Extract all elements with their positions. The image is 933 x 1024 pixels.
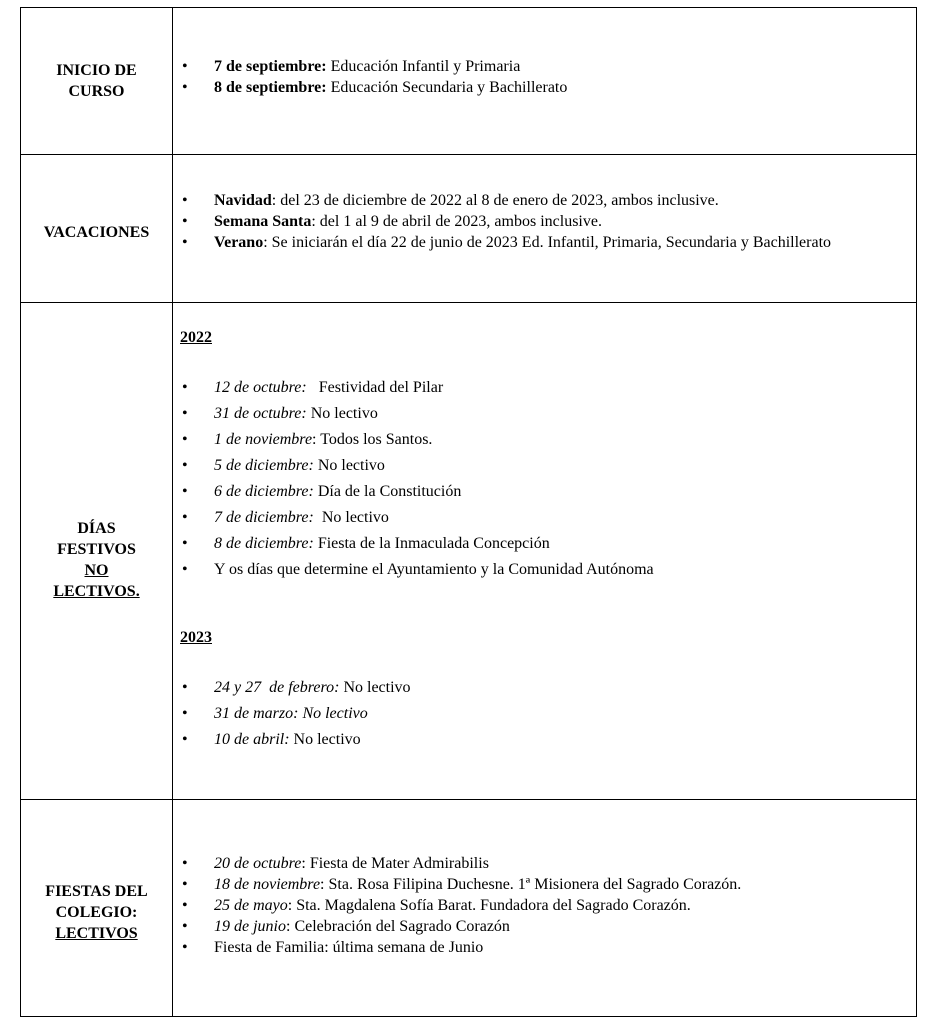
- list-item: • 12 de octubre: Festividad del Pilar: [180, 375, 908, 401]
- list-festivos-2022: [180, 375, 908, 583]
- label-line: INICIO DE: [56, 62, 137, 79]
- content-dias-festivos: [173, 303, 917, 800]
- spacer: [180, 649, 908, 675]
- list-item: • 6 de diciembre: Día de la Constitución: [180, 479, 908, 505]
- list-vacaciones: [180, 190, 908, 253]
- list-item: • 1 de noviembre: Todos los Santos.: [180, 427, 908, 453]
- content-inicio-de-curso: [173, 8, 917, 155]
- label-line: FIESTAS DEL: [45, 882, 148, 900]
- list-item: • 7 de diciembre: No lectivo: [180, 505, 908, 531]
- spacer: [180, 583, 908, 627]
- spacer: [180, 349, 908, 375]
- school-calendar-table: [20, 7, 917, 1017]
- list-item: • 19 de junio: Celebración del Sagrado Corazón: [180, 916, 908, 937]
- label-line: FESTIVOS: [57, 541, 136, 558]
- label-line: COLEGIO:: [55, 903, 138, 921]
- list-item: • 20 de octubre: Fiesta de Mater Admirabilis: [180, 853, 908, 874]
- list-item: • 24 y 27 de febrero: No lectivo: [180, 675, 908, 701]
- label-line: LECTIVOS.: [53, 583, 140, 600]
- list-item: • 7 de septiembre: Educación Infantil y Primaria: [180, 56, 908, 77]
- list-item: • 25 de mayo: Sta. Magdalena Sofía Barat. Fundadora del Sagrado Corazón.: [180, 895, 908, 916]
- row-vacaciones: [21, 155, 917, 303]
- row-fiestas-colegio: [21, 800, 917, 1017]
- list-item: • Y os días que determine el Ayuntamiento y la Comunidad Autónoma: [180, 557, 908, 583]
- list-item: • 8 de septiembre: Educación Secundaria y Bachillerato: [180, 77, 908, 98]
- year-heading: 2022: [180, 329, 212, 346]
- list-item: • Fiesta de Familia: última semana de Junio: [180, 937, 908, 958]
- row-inicio-de-curso: [21, 8, 917, 155]
- list-item: • 10 de abril: No lectivo: [180, 727, 908, 753]
- list-festivos-2023: [180, 675, 908, 753]
- list-item: • 5 de diciembre: No lectivo: [180, 453, 908, 479]
- list-item: • 18 de noviembre: Sta. Rosa Filipina Duchesne. 1ª Misionera del Sagrado Corazón.: [180, 874, 908, 895]
- year-heading: 2023: [180, 629, 212, 646]
- list-item: • Semana Santa: del 1 al 9 de abril de 2023, ambos inclusive.: [180, 211, 908, 232]
- list-item: • 31 de octubre: No lectivo: [180, 401, 908, 427]
- label-fiestas-colegio: [21, 800, 173, 1017]
- label-line: DÍAS: [77, 520, 116, 537]
- list-item: • Verano: Se iniciarán el día 22 de junio de 2023 Ed. Infantil, Primaria, Secundaria y Bachillerato: [180, 232, 908, 253]
- row-dias-festivos: [21, 303, 917, 800]
- content-vacaciones: [173, 155, 917, 303]
- label-line: VACACIONES: [43, 224, 150, 241]
- label-line: NO: [84, 562, 109, 579]
- list-item: • Navidad: del 23 de diciembre de 2022 al 8 de enero de 2023, ambos inclusive.: [180, 190, 908, 211]
- label-line: LECTIVOS: [55, 924, 138, 942]
- content-fiestas-colegio: [173, 800, 917, 1017]
- label-inicio-de-curso: [21, 8, 173, 155]
- label-line: CURSO: [68, 83, 125, 100]
- list-item: • 31 de marzo: No lectivo: [180, 701, 908, 727]
- label-dias-festivos: [21, 303, 173, 800]
- label-vacaciones: [21, 155, 173, 303]
- list-item: • 8 de diciembre: Fiesta de la Inmaculada Concepción: [180, 531, 908, 557]
- list-inicio: [180, 56, 908, 98]
- list-fiestas: [180, 853, 908, 958]
